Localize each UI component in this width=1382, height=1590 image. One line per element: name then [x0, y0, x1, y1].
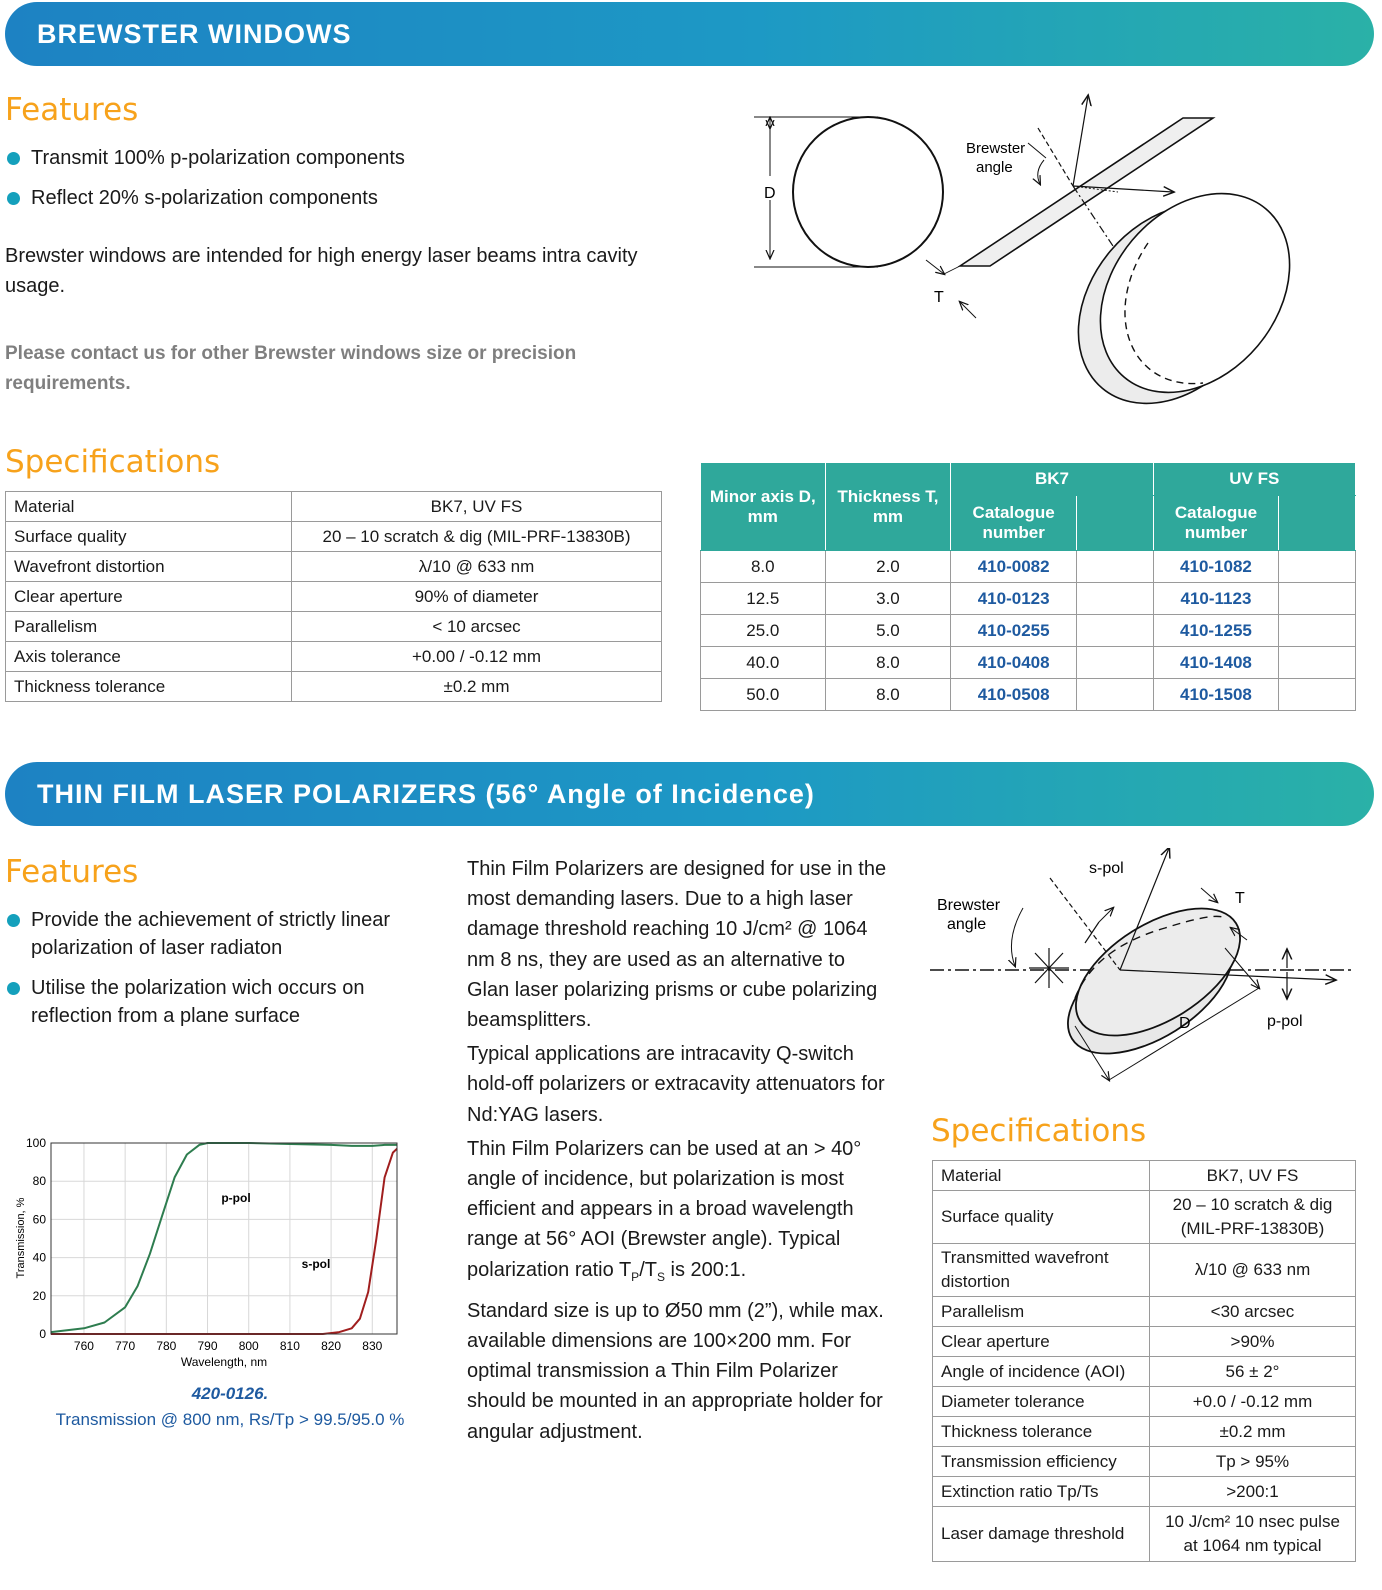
- desc-paragraph: Standard size is up to Ø50 mm (2”), while max. available dimensions are 100×200 mm. For optimal transmission a Thin Film Polarizer should be mounted in an appropriate holder for angular adjustment.: [467, 1299, 884, 1443]
- features-heading: Features: [5, 854, 139, 890]
- chart-caption: [30, 1384, 430, 1430]
- specifications-heading: Specifications: [931, 1113, 1147, 1149]
- y-tick-label: 100: [25, 1136, 46, 1150]
- feature-item: Utilise the polarization wich occurs on reflection from a plane surface: [5, 974, 425, 1030]
- table-row: Wavefront distortion λ/10 @ 633 nm: [6, 552, 662, 582]
- label-spol: s-pol: [1089, 860, 1124, 877]
- y-axis-label: Transmission, %: [15, 1197, 27, 1279]
- y-tick-label: 60: [32, 1212, 46, 1227]
- col-group-bk7: BK7: [951, 463, 1153, 496]
- caption-code: 420-0126.: [191, 1384, 269, 1403]
- table-row: Thickness tolerance ±0.2 mm: [933, 1417, 1356, 1447]
- section-title: THIN FILM LASER POLARIZERS (56° Angle of Incidence): [37, 779, 815, 809]
- table-row: Surface quality 20 – 10 scratch & dig (MIL-PRF-13830B): [933, 1191, 1356, 1244]
- plot-frame: [51, 1143, 397, 1334]
- label-t: T: [1235, 890, 1245, 907]
- brewster-spec-table: [5, 491, 662, 702]
- feature-item: Transmit 100% p-polarization components: [5, 144, 655, 172]
- table-row: 8.0 2.0 410-0082 410-1082: [701, 551, 1356, 583]
- x-tick-label: 780: [156, 1339, 177, 1353]
- table-row: Material BK7, UV FS: [933, 1161, 1356, 1191]
- brewster-catalogue-table: [700, 462, 1356, 711]
- specifications-heading: Specifications: [5, 444, 221, 480]
- table-row: 40.0 8.0 410-0408 410-1408: [701, 647, 1356, 679]
- series-line-p-pol: [51, 1143, 397, 1332]
- label-brewster: Brewster: [966, 140, 1026, 157]
- col-catalogue-bk7: Catalogue number: [951, 496, 1077, 551]
- bullet-icon: [7, 982, 20, 995]
- series-label-ppol: p-pol: [221, 1191, 251, 1205]
- contact-note: Please contact us for other Brewster windows size or precision requirements.: [5, 343, 577, 394]
- table-row: Surface quality 20 – 10 scratch & dig (MIL-PRF-13830B): [6, 522, 662, 552]
- table-row: Clear aperture 90% of diameter: [6, 582, 662, 612]
- table-row: Material BK7, UV FS: [6, 492, 662, 522]
- label-t: T: [934, 289, 944, 306]
- table-row: Axis tolerance +0.00 / -0.12 mm: [6, 642, 662, 672]
- features-heading: Features: [5, 92, 139, 128]
- col-minor-axis: Minor axis D, mm: [701, 463, 826, 551]
- x-tick-label: 810: [279, 1339, 300, 1353]
- polarizer-description: [467, 854, 887, 1451]
- label-brewster: Brewster: [937, 897, 1001, 914]
- feature-item: Provide the achievement of strictly linear polarization of laser radiaton: [5, 906, 425, 962]
- table-row: Parallelism <30 arcsec: [933, 1297, 1356, 1327]
- x-tick-label: 820: [321, 1339, 342, 1353]
- section-title: BREWSTER WINDOWS: [37, 19, 352, 49]
- table-row: Thickness tolerance ±0.2 mm: [6, 672, 662, 702]
- x-tick-label: 800: [238, 1339, 259, 1353]
- desc-paragraph: Typical applications are intracavity Q-switch hold-off polarizers or extracavity attenuators for Nd:YAG lasers.: [467, 1043, 885, 1126]
- table-row: 12.5 3.0 410-0123 410-1123: [701, 583, 1356, 615]
- label-d: D: [764, 185, 776, 202]
- table-row: Extinction ratio Tp/Ts >200:1: [933, 1477, 1356, 1507]
- y-tick-label: 0: [39, 1327, 46, 1341]
- label-angle: angle: [976, 159, 1013, 176]
- section-banner-polarizers: [5, 762, 1374, 826]
- transmission-chart: [8, 1132, 408, 1372]
- polarizer-diagram: [925, 848, 1375, 1093]
- table-row: Diameter tolerance +0.0 / -0.12 mm: [933, 1387, 1356, 1417]
- polarizer-spec-table: [932, 1160, 1356, 1562]
- description: Brewster windows are intended for high energy laser beams intra cavity usage.: [5, 245, 638, 297]
- y-tick-label: 80: [32, 1174, 46, 1189]
- col-catalogue-uvfs: Catalogue number: [1153, 496, 1279, 551]
- features-list: [5, 906, 425, 1042]
- label-angle: angle: [947, 916, 987, 933]
- desc-paragraph: Thin Film Polarizers can be used at an > 40° angle of incidence, but polarization is most efficient and appears in a broad wavelength range at 56° AOI (Brewster angle). Typical polarization ratio $T_P/T_S$ is 200:1.: [467, 1137, 862, 1284]
- x-tick-label: 790: [197, 1339, 218, 1353]
- table-row: Parallelism < 10 arcsec: [6, 612, 662, 642]
- table-row: 50.0 8.0 410-0508 410-1508: [701, 679, 1356, 711]
- x-tick-label: 760: [73, 1339, 94, 1353]
- series-label-spol: s-pol: [301, 1257, 331, 1271]
- table-row: Laser damage threshold 10 J/cm² 10 nsec pulse at 1064 nm typical: [933, 1507, 1356, 1562]
- x-axis-label: Wavelength, nm: [180, 1355, 268, 1369]
- bullet-icon: [7, 914, 20, 927]
- table-row: Transmission efficiency Tp > 95%: [933, 1447, 1356, 1477]
- series-line-s-pol: [51, 1149, 397, 1334]
- table-row: Transmitted wavefront distortion λ/10 @ 633 nm: [933, 1244, 1356, 1297]
- y-tick-label: 40: [32, 1250, 46, 1265]
- feature-item: Reflect 20% s-polarization components: [5, 184, 655, 212]
- y-tick-label: 20: [32, 1288, 46, 1303]
- table-row: Angle of incidence (AOI) 56 ± 2°: [933, 1357, 1356, 1387]
- col-thickness: Thickness T, mm: [825, 463, 951, 551]
- bullet-icon: [7, 152, 20, 165]
- caption-text: Transmission @ 800 nm, Rs/Tp > 99.5/95.0 %: [55, 1410, 405, 1429]
- x-tick-label: 830: [362, 1339, 383, 1353]
- col-group-uvfs: UV FS: [1153, 463, 1355, 496]
- bullet-icon: [7, 192, 20, 205]
- brewster-window-diagram: [748, 88, 1378, 418]
- section-banner-brewster: [5, 2, 1374, 66]
- label-d: D: [1179, 1015, 1191, 1032]
- features-list: [5, 144, 655, 224]
- x-tick-label: 770: [115, 1339, 136, 1353]
- desc-paragraph: Thin Film Polarizers are designed for use in the most demanding lasers. Due to a high laser damage threshold reaching 10 J/cm² @ 1064 nm 8 ns, they are used as an alternative to Glan laser polarizing prisms or cube polarizing beamsplitters.: [467, 858, 887, 1032]
- table-row: 25.0 5.0 410-0255 410-1255: [701, 615, 1356, 647]
- table-row: Clear aperture >90%: [933, 1327, 1356, 1357]
- label-ppol: p-pol: [1267, 1013, 1303, 1030]
